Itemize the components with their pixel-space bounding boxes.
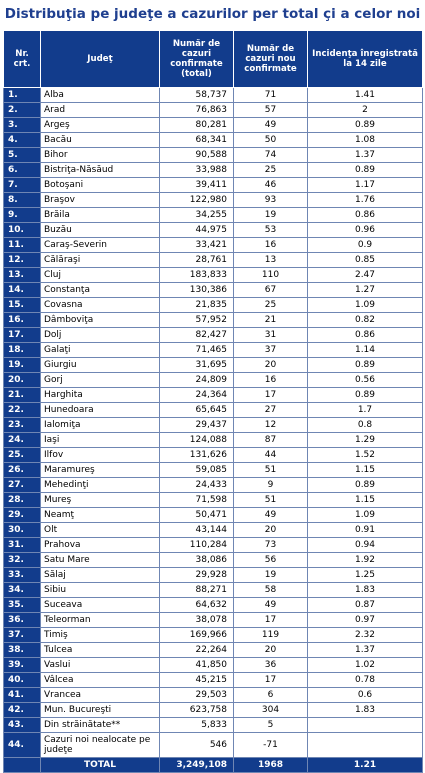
row-number: 21. — [4, 388, 41, 403]
row-number: 14. — [4, 283, 41, 298]
new-cases: 56 — [234, 553, 308, 568]
incidence: 1.83 — [308, 583, 423, 598]
county-name: Tulcea — [41, 643, 160, 658]
county-name: Argeş — [41, 118, 160, 133]
total-cases: 29,928 — [160, 568, 234, 583]
incidence: 1.15 — [308, 463, 423, 478]
row-number: 5. — [4, 148, 41, 163]
table-row — [4, 358, 423, 373]
header-incidenta: Incidenţa înregistrată la 14 zile — [308, 31, 423, 88]
incidence: 0.6 — [308, 688, 423, 703]
incidence: 1.02 — [308, 658, 423, 673]
header-total: Număr de cazuri confirmate (total) — [160, 31, 234, 88]
table-row — [4, 133, 423, 148]
total-cases: 38,078 — [160, 613, 234, 628]
row-number: 10. — [4, 223, 41, 238]
new-cases: 110 — [234, 268, 308, 283]
county-name: Hunedoara — [41, 403, 160, 418]
county-name: Din străinătate** — [41, 718, 160, 733]
new-cases: 36 — [234, 658, 308, 673]
county-name: Vâlcea — [41, 673, 160, 688]
table-row — [4, 298, 423, 313]
row-number: 17. — [4, 328, 41, 343]
county-name: Neamţ — [41, 508, 160, 523]
row-number: 29. — [4, 508, 41, 523]
table-row — [4, 148, 423, 163]
county-name: Sălaj — [41, 568, 160, 583]
row-number: 39. — [4, 658, 41, 673]
new-cases: 74 — [234, 148, 308, 163]
total-cases: 68,341 — [160, 133, 234, 148]
new-cases: 67 — [234, 283, 308, 298]
incidence: 0.89 — [308, 478, 423, 493]
total-cases: 21,835 — [160, 298, 234, 313]
total-cases: 24,433 — [160, 478, 234, 493]
row-number: 32. — [4, 553, 41, 568]
table-row — [4, 118, 423, 133]
row-number: 7. — [4, 178, 41, 193]
county-name: Cazuri noi nealocate pe judeţe — [41, 733, 160, 758]
row-number: 15. — [4, 298, 41, 313]
row-number: 8. — [4, 193, 41, 208]
table-row — [4, 433, 423, 448]
county-name: Cluj — [41, 268, 160, 283]
table-row — [4, 718, 423, 733]
table-row — [4, 613, 423, 628]
new-cases: 19 — [234, 568, 308, 583]
table-row — [4, 388, 423, 403]
new-cases: 20 — [234, 523, 308, 538]
row-number: 23. — [4, 418, 41, 433]
row-number: 24. — [4, 433, 41, 448]
row-number: 33. — [4, 568, 41, 583]
new-cases: 71 — [234, 88, 308, 103]
total-cases: 169,966 — [160, 628, 234, 643]
row-number: 28. — [4, 493, 41, 508]
total-cases: 5,833 — [160, 718, 234, 733]
incidence: 0.56 — [308, 373, 423, 388]
row-number: 3. — [4, 118, 41, 133]
incidence: 1.17 — [308, 178, 423, 193]
new-cases: 17 — [234, 673, 308, 688]
incidence — [308, 718, 423, 733]
county-name: Botoşani — [41, 178, 160, 193]
table-row — [4, 163, 423, 178]
incidence: 0.89 — [308, 388, 423, 403]
total-cases: 50,471 — [160, 508, 234, 523]
table-row — [4, 478, 423, 493]
total-cases: 28,761 — [160, 253, 234, 268]
new-cases: -71 — [234, 733, 308, 758]
incidence: 0.85 — [308, 253, 423, 268]
table-row — [4, 538, 423, 553]
county-name: Arad — [41, 103, 160, 118]
county-name: Suceava — [41, 598, 160, 613]
total-cases: 546 — [160, 733, 234, 758]
total-cases: 41,850 — [160, 658, 234, 673]
incidence: 1.41 — [308, 88, 423, 103]
row-number: 30. — [4, 523, 41, 538]
county-name: Bacău — [41, 133, 160, 148]
incidence: 0.82 — [308, 313, 423, 328]
table-body — [4, 88, 423, 773]
county-name: Maramureş — [41, 463, 160, 478]
table-row — [4, 103, 423, 118]
total-cases: 34,255 — [160, 208, 234, 223]
county-name: Harghita — [41, 388, 160, 403]
new-cases: 25 — [234, 163, 308, 178]
total-cases: 131,626 — [160, 448, 234, 463]
total-cases: 82,427 — [160, 328, 234, 343]
table-row — [4, 523, 423, 538]
new-cases: 6 — [234, 688, 308, 703]
incidence: 0.96 — [308, 223, 423, 238]
new-cases: 87 — [234, 433, 308, 448]
incidence: 0.9 — [308, 238, 423, 253]
total-cases: 22,264 — [160, 643, 234, 658]
county-name: Buzău — [41, 223, 160, 238]
row-number: 37. — [4, 628, 41, 643]
total-cases: 31,695 — [160, 358, 234, 373]
total-cases: 110,284 — [160, 538, 234, 553]
row-number: 42. — [4, 703, 41, 718]
table-row — [4, 568, 423, 583]
incidence: 1.14 — [308, 343, 423, 358]
total-cases: 43,144 — [160, 523, 234, 538]
incidence — [308, 733, 423, 758]
county-name: Gorj — [41, 373, 160, 388]
county-name: Constanţa — [41, 283, 160, 298]
new-cases: 20 — [234, 358, 308, 373]
incidence: 0.89 — [308, 358, 423, 373]
new-cases: 17 — [234, 613, 308, 628]
row-number: 27. — [4, 478, 41, 493]
incidence: 1.15 — [308, 493, 423, 508]
total-cases: 33,421 — [160, 238, 234, 253]
header-noi: Număr de cazuri nou confirmate — [234, 31, 308, 88]
new-cases: 304 — [234, 703, 308, 718]
table-row — [4, 598, 423, 613]
total-cases-sum: 3,249,108 — [160, 758, 234, 773]
table-row — [4, 313, 423, 328]
county-name: Mehedinţi — [41, 478, 160, 493]
total-cases: 24,364 — [160, 388, 234, 403]
table-row — [4, 253, 423, 268]
new-cases: 57 — [234, 103, 308, 118]
incidence: 1.08 — [308, 133, 423, 148]
new-cases: 16 — [234, 373, 308, 388]
new-cases: 73 — [234, 538, 308, 553]
incidence: 0.8 — [308, 418, 423, 433]
row-number: 13. — [4, 268, 41, 283]
row-number: 1. — [4, 88, 41, 103]
table-row — [4, 733, 423, 758]
total-cases: 58,737 — [160, 88, 234, 103]
county-name: Braşov — [41, 193, 160, 208]
total-cases: 130,386 — [160, 283, 234, 298]
new-cases: 17 — [234, 388, 308, 403]
table-row — [4, 268, 423, 283]
cases-table — [3, 30, 423, 773]
total-cases: 29,437 — [160, 418, 234, 433]
total-cases: 59,085 — [160, 463, 234, 478]
table-row — [4, 328, 423, 343]
row-number: 11. — [4, 238, 41, 253]
table-row — [4, 403, 423, 418]
incidence: 0.89 — [308, 118, 423, 133]
table-row — [4, 238, 423, 253]
table-row — [4, 553, 423, 568]
total-new-cases: 1968 — [234, 758, 308, 773]
total-cases: 64,632 — [160, 598, 234, 613]
total-cases: 88,271 — [160, 583, 234, 598]
total-cases: 71,465 — [160, 343, 234, 358]
row-number: 12. — [4, 253, 41, 268]
incidence: 1.52 — [308, 448, 423, 463]
new-cases: 58 — [234, 583, 308, 598]
incidence: 2.32 — [308, 628, 423, 643]
county-name: Ilfov — [41, 448, 160, 463]
total-cases: 71,598 — [160, 493, 234, 508]
county-name: Mun. Bucureşti — [41, 703, 160, 718]
county-name: Vaslui — [41, 658, 160, 673]
county-name: Bistriţa-Năsăud — [41, 163, 160, 178]
total-cases: 183,833 — [160, 268, 234, 283]
incidence: 0.86 — [308, 328, 423, 343]
county-name: Satu Mare — [41, 553, 160, 568]
row-number: 26. — [4, 463, 41, 478]
total-cases: 33,988 — [160, 163, 234, 178]
county-name: Teleorman — [41, 613, 160, 628]
new-cases: 49 — [234, 508, 308, 523]
total-cases: 39,411 — [160, 178, 234, 193]
table-row — [4, 493, 423, 508]
row-number: 19. — [4, 358, 41, 373]
table-row — [4, 448, 423, 463]
new-cases: 13 — [234, 253, 308, 268]
row-number: 6. — [4, 163, 41, 178]
incidence: 1.09 — [308, 298, 423, 313]
row-number: 2. — [4, 103, 41, 118]
table-row — [4, 88, 423, 103]
new-cases: 50 — [234, 133, 308, 148]
county-name: Dolj — [41, 328, 160, 343]
new-cases: 27 — [234, 403, 308, 418]
table-row — [4, 508, 423, 523]
row-number: 16. — [4, 313, 41, 328]
new-cases: 37 — [234, 343, 308, 358]
new-cases: 53 — [234, 223, 308, 238]
total-cases: 623,758 — [160, 703, 234, 718]
table-row — [4, 583, 423, 598]
total-row — [4, 758, 423, 773]
table-row — [4, 673, 423, 688]
incidence: 1.92 — [308, 553, 423, 568]
total-cases: 44,975 — [160, 223, 234, 238]
page-title: Distribuţia pe judeţe a cazurilor per total çi a celor noi — [4, 6, 421, 22]
total-spacer — [4, 758, 41, 773]
row-number: 34. — [4, 583, 41, 598]
new-cases: 9 — [234, 478, 308, 493]
incidence: 0.94 — [308, 538, 423, 553]
total-cases: 24,809 — [160, 373, 234, 388]
row-number: 38. — [4, 643, 41, 658]
row-number: 4. — [4, 133, 41, 148]
total-cases: 122,980 — [160, 193, 234, 208]
new-cases: 31 — [234, 328, 308, 343]
county-name: Galaţi — [41, 343, 160, 358]
county-name: Călăraşi — [41, 253, 160, 268]
incidence: 1.7 — [308, 403, 423, 418]
new-cases: 93 — [234, 193, 308, 208]
county-name: Prahova — [41, 538, 160, 553]
row-number: 9. — [4, 208, 41, 223]
row-number: 40. — [4, 673, 41, 688]
incidence: 1.09 — [308, 508, 423, 523]
table-row — [4, 193, 423, 208]
incidence: 0.86 — [308, 208, 423, 223]
row-number: 31. — [4, 538, 41, 553]
new-cases: 51 — [234, 493, 308, 508]
incidence: 1.27 — [308, 283, 423, 298]
table-row — [4, 178, 423, 193]
incidence: 1.83 — [308, 703, 423, 718]
new-cases: 46 — [234, 178, 308, 193]
new-cases: 25 — [234, 298, 308, 313]
table-row — [4, 658, 423, 673]
county-name: Sibiu — [41, 583, 160, 598]
new-cases: 44 — [234, 448, 308, 463]
row-number: 25. — [4, 448, 41, 463]
row-number: 43. — [4, 718, 41, 733]
table-header-row — [4, 31, 423, 88]
row-number: 20. — [4, 373, 41, 388]
table-row — [4, 223, 423, 238]
header-nr: Nr. crt. — [4, 31, 41, 88]
table-row — [4, 208, 423, 223]
county-name: Iaşi — [41, 433, 160, 448]
total-cases: 65,645 — [160, 403, 234, 418]
new-cases: 20 — [234, 643, 308, 658]
table-row — [4, 418, 423, 433]
incidence: 1.29 — [308, 433, 423, 448]
incidence: 0.87 — [308, 598, 423, 613]
table-row — [4, 703, 423, 718]
county-name: Bihor — [41, 148, 160, 163]
county-name: Covasna — [41, 298, 160, 313]
row-number: 35. — [4, 598, 41, 613]
row-number: 36. — [4, 613, 41, 628]
new-cases: 51 — [234, 463, 308, 478]
new-cases: 19 — [234, 208, 308, 223]
incidence: 0.97 — [308, 613, 423, 628]
table-row — [4, 643, 423, 658]
total-label: TOTAL — [41, 758, 160, 773]
new-cases: 49 — [234, 598, 308, 613]
incidence: 0.91 — [308, 523, 423, 538]
total-cases: 90,588 — [160, 148, 234, 163]
incidence: 2.47 — [308, 268, 423, 283]
total-cases: 76,863 — [160, 103, 234, 118]
table-row — [4, 373, 423, 388]
new-cases: 5 — [234, 718, 308, 733]
incidence: 0.89 — [308, 163, 423, 178]
county-name: Caraş-Severin — [41, 238, 160, 253]
county-name: Dâmboviţa — [41, 313, 160, 328]
row-number: 44. — [4, 733, 41, 758]
table-row — [4, 688, 423, 703]
county-name: Alba — [41, 88, 160, 103]
row-number: 41. — [4, 688, 41, 703]
county-name: Brăila — [41, 208, 160, 223]
total-cases: 38,086 — [160, 553, 234, 568]
county-name: Timiş — [41, 628, 160, 643]
county-name: Vrancea — [41, 688, 160, 703]
row-number: 18. — [4, 343, 41, 358]
incidence: 1.25 — [308, 568, 423, 583]
new-cases: 21 — [234, 313, 308, 328]
new-cases: 119 — [234, 628, 308, 643]
header-judet: Judeţ — [41, 31, 160, 88]
new-cases: 49 — [234, 118, 308, 133]
table-row — [4, 343, 423, 358]
table-row — [4, 283, 423, 298]
county-name: Olt — [41, 523, 160, 538]
total-cases: 57,952 — [160, 313, 234, 328]
total-cases: 29,503 — [160, 688, 234, 703]
total-incidence: 1.21 — [308, 758, 423, 773]
table-row — [4, 463, 423, 478]
total-cases: 80,281 — [160, 118, 234, 133]
county-name: Ialomiţa — [41, 418, 160, 433]
new-cases: 12 — [234, 418, 308, 433]
total-cases: 124,088 — [160, 433, 234, 448]
new-cases: 16 — [234, 238, 308, 253]
county-name: Giurgiu — [41, 358, 160, 373]
incidence: 1.76 — [308, 193, 423, 208]
row-number: 22. — [4, 403, 41, 418]
total-cases: 45,215 — [160, 673, 234, 688]
incidence: 1.37 — [308, 643, 423, 658]
table-row — [4, 628, 423, 643]
incidence: 2 — [308, 103, 423, 118]
incidence: 1.37 — [308, 148, 423, 163]
county-name: Mureş — [41, 493, 160, 508]
incidence: 0.78 — [308, 673, 423, 688]
